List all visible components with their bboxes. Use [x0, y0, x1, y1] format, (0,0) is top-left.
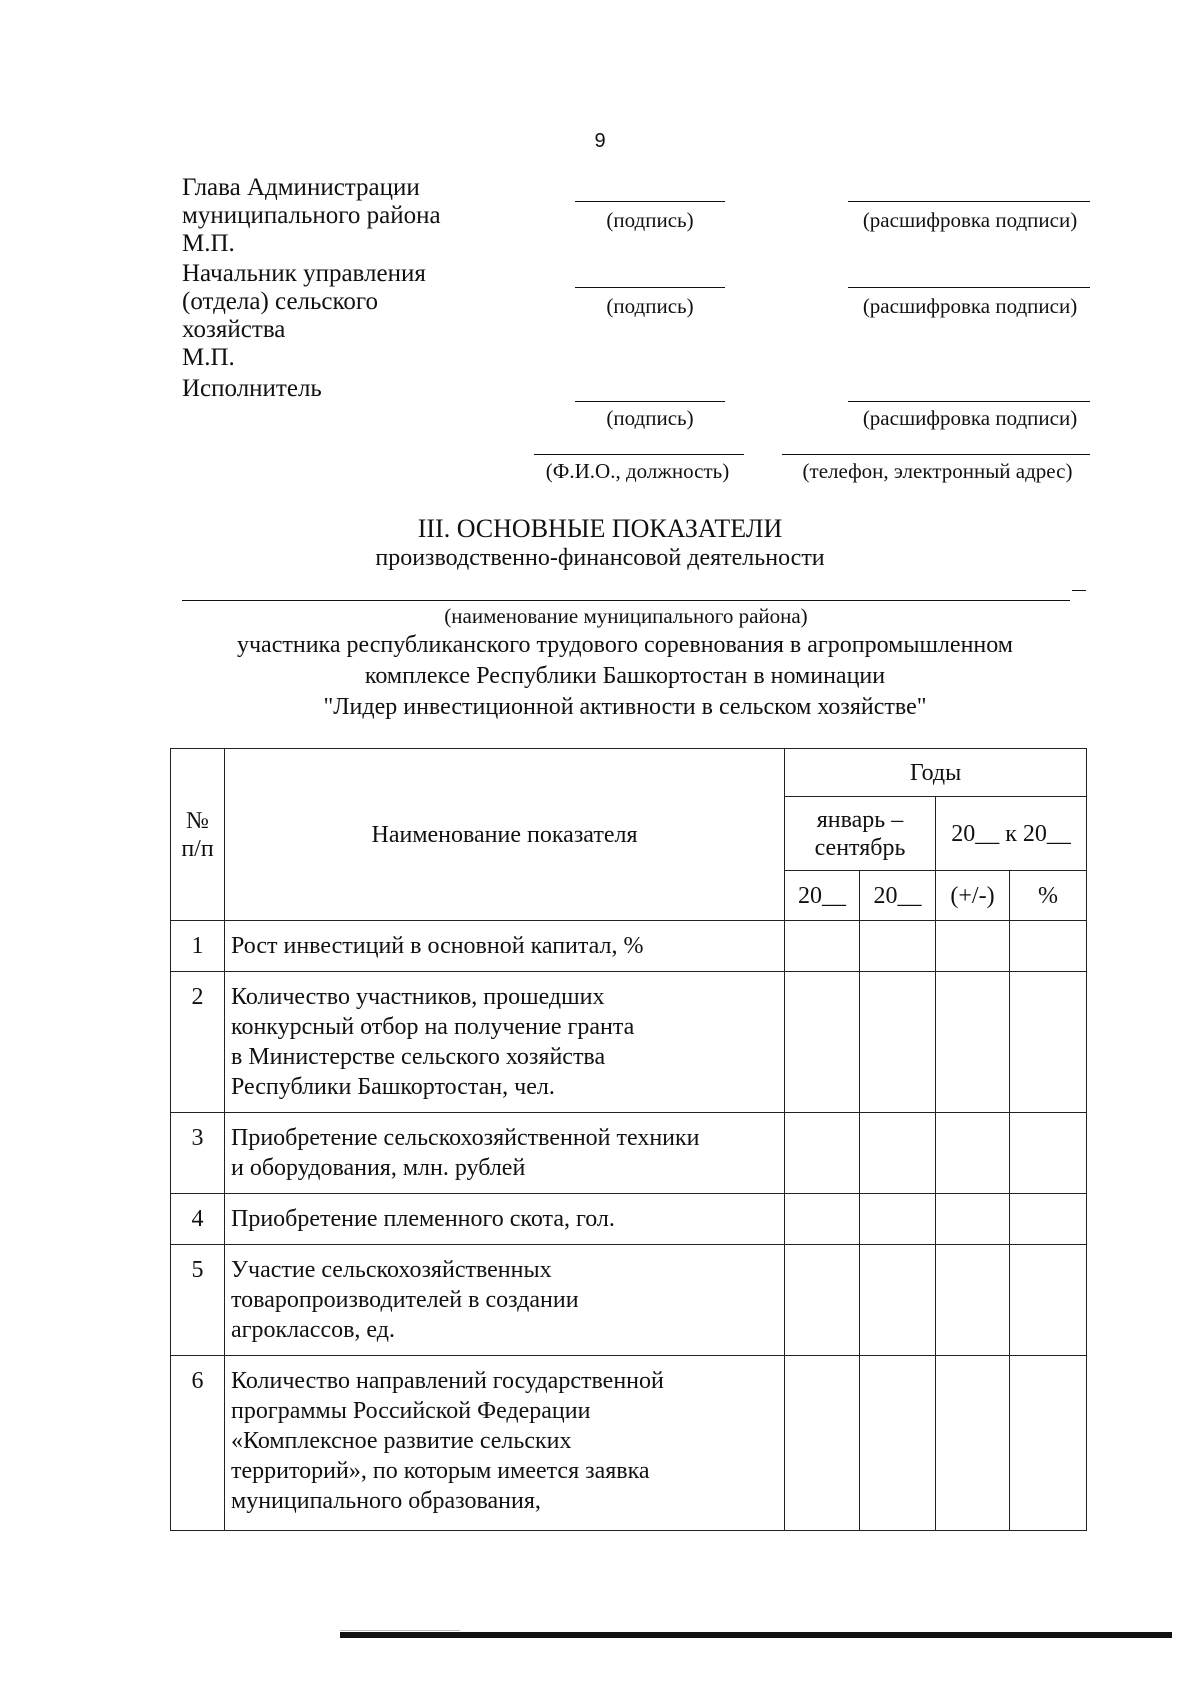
- signature-caption-3: (подпись): [606, 406, 694, 430]
- section-description: [150, 630, 1100, 723]
- table-row: [171, 1113, 1087, 1194]
- stamp-mark-2: М.П.: [182, 344, 235, 371]
- row-indicator-name: [225, 921, 785, 972]
- row-name-line: Участие сельскохозяйственных: [231, 1257, 552, 1283]
- value-cell[interactable]: [785, 1113, 860, 1194]
- years-header: Годы: [785, 749, 1087, 797]
- row-indicator-name: [225, 1245, 785, 1356]
- decoding-line-2: [848, 287, 1090, 288]
- signature-line-1: [575, 201, 725, 202]
- value-cell[interactable]: [860, 1245, 936, 1356]
- row-name-line: и оборудования, млн. рублей: [231, 1155, 526, 1181]
- value-cell[interactable]: [1010, 1113, 1087, 1194]
- signature-line-2: [575, 287, 725, 288]
- signature-caption-1: (подпись): [606, 208, 694, 232]
- decoding-caption-2: (расшифровка подписи): [862, 294, 1078, 318]
- district-name-line: [182, 600, 1070, 601]
- row-name-line: «Комплексное развитие сельских: [231, 1428, 572, 1454]
- col-num-header: [171, 749, 225, 921]
- value-cell[interactable]: [936, 921, 1010, 972]
- value-cell[interactable]: [785, 972, 860, 1113]
- value-cell[interactable]: [936, 1245, 1010, 1356]
- value-cell[interactable]: [860, 1194, 936, 1245]
- row-name-line: муниципального образования,: [231, 1488, 541, 1514]
- head-agri-label: [182, 260, 426, 372]
- subheader-year-2: 20__: [860, 871, 936, 921]
- executor-label: Исполнитель: [182, 375, 322, 402]
- table-row: [171, 1356, 1087, 1531]
- row-indicator-name: [225, 972, 785, 1113]
- district-line-tail: [1072, 590, 1086, 591]
- section-subtitle: производственно-финансовой деятельности: [375, 545, 825, 571]
- value-cell[interactable]: [785, 1194, 860, 1245]
- head-admin-label: [182, 174, 441, 258]
- decoding-caption-3: (расшифровка подписи): [862, 406, 1078, 430]
- decoding-caption-1: (расшифровка подписи): [862, 208, 1078, 232]
- compare-header: 20__ к 20__: [936, 797, 1087, 871]
- table-row: [171, 972, 1087, 1113]
- head-agri-line-1: Начальник управления: [182, 260, 426, 287]
- fio-caption: (Ф.И.О., должность): [545, 459, 730, 483]
- indicators-table: [170, 748, 1087, 1531]
- period-header-line-2: сентябрь: [814, 834, 906, 861]
- row-name-line: Количество участников, прошедших: [231, 984, 605, 1010]
- decoding-line-1: [848, 201, 1090, 202]
- subheader-year-1: 20__: [785, 871, 860, 921]
- value-cell[interactable]: [936, 972, 1010, 1113]
- row-number: 5: [171, 1245, 225, 1356]
- row-name-line: программы Российской Федерации: [231, 1398, 591, 1424]
- table-row: [171, 1245, 1087, 1356]
- value-cell[interactable]: [936, 1194, 1010, 1245]
- value-cell[interactable]: [860, 921, 936, 972]
- value-cell[interactable]: [785, 921, 860, 972]
- row-name-line: Республики Башкортостан, чел.: [231, 1074, 555, 1100]
- scan-bottom-rule: [340, 1632, 1172, 1638]
- value-cell[interactable]: [860, 972, 936, 1113]
- value-cell[interactable]: [860, 1113, 936, 1194]
- fio-line: [534, 454, 744, 455]
- row-number: 6: [171, 1356, 225, 1531]
- col-name-header: Наименование показателя: [225, 749, 785, 921]
- table-row: [171, 921, 1087, 972]
- table-row: [171, 1194, 1087, 1245]
- row-name-line: территорий», по которым имеется заявка: [231, 1458, 650, 1484]
- value-cell[interactable]: [1010, 1194, 1087, 1245]
- head-agri-line-3: хозяйства: [182, 316, 286, 343]
- page-number: 9: [594, 130, 606, 152]
- row-number: 3: [171, 1113, 225, 1194]
- value-cell[interactable]: [936, 1113, 1010, 1194]
- row-name-line: Количество направлений государственной: [231, 1368, 664, 1394]
- period-header-line-1: январь –: [816, 806, 904, 833]
- period-header: [785, 797, 936, 871]
- row-name-line: в Министерстве сельского хозяйства: [231, 1044, 606, 1070]
- row-number: 2: [171, 972, 225, 1113]
- row-name-line: товаропроизводителей в создании: [231, 1287, 579, 1313]
- row-name-line: Приобретение племенного скота, гол.: [231, 1206, 615, 1232]
- row-name-line: Рост инвестиций в основной капитал, %: [231, 933, 644, 959]
- row-number: 4: [171, 1194, 225, 1245]
- head-agri-line-2: (отдела) сельского: [182, 288, 379, 315]
- col-num-abbr: п/п: [181, 835, 214, 862]
- district-caption: (наименование муниципального района): [444, 604, 808, 628]
- head-admin-line-1: Глава Администрации: [182, 174, 420, 201]
- head-admin-line-2: муниципального района: [182, 202, 441, 229]
- col-num-symbol: №: [186, 807, 209, 834]
- row-indicator-name: [225, 1194, 785, 1245]
- contact-caption: (телефон, электронный адрес): [802, 459, 1073, 483]
- description-line-2: комплексе Республики Башкортостан в номинации: [364, 663, 886, 689]
- signature-caption-2: (подпись): [606, 294, 694, 318]
- row-indicator-name: [225, 1113, 785, 1194]
- row-number: 1: [171, 921, 225, 972]
- row-indicator-name: [225, 1356, 785, 1531]
- row-name-line: Приобретение сельскохозяйственной техники: [231, 1125, 700, 1151]
- value-cell[interactable]: [1010, 921, 1087, 972]
- decoding-line-3: [848, 401, 1090, 402]
- subheader-percent: %: [1010, 871, 1087, 921]
- value-cell[interactable]: [785, 1245, 860, 1356]
- value-cell[interactable]: [1010, 1245, 1087, 1356]
- value-cell[interactable]: [860, 1356, 936, 1531]
- scan-artifact-line: [340, 1630, 460, 1631]
- stamp-mark-1: М.П.: [182, 230, 235, 257]
- row-name-line: агроклассов, ед.: [231, 1317, 395, 1343]
- value-cell[interactable]: [1010, 1356, 1087, 1531]
- value-cell[interactable]: [936, 1356, 1010, 1531]
- row-name-line: конкурсный отбор на получение гранта: [231, 1014, 635, 1040]
- value-cell[interactable]: [785, 1356, 860, 1531]
- subheader-delta: (+/-): [936, 871, 1010, 921]
- description-line-3: "Лидер инвестиционной активности в сельском хозяйстве": [323, 694, 927, 720]
- section-title: III. ОСНОВНЫЕ ПОКАЗАТЕЛИ: [417, 514, 783, 543]
- value-cell[interactable]: [1010, 972, 1087, 1113]
- description-line-1: участника республиканского трудового соревнования в агропромышленном: [236, 632, 1013, 658]
- contact-line: [782, 454, 1090, 455]
- signature-line-3: [575, 401, 725, 402]
